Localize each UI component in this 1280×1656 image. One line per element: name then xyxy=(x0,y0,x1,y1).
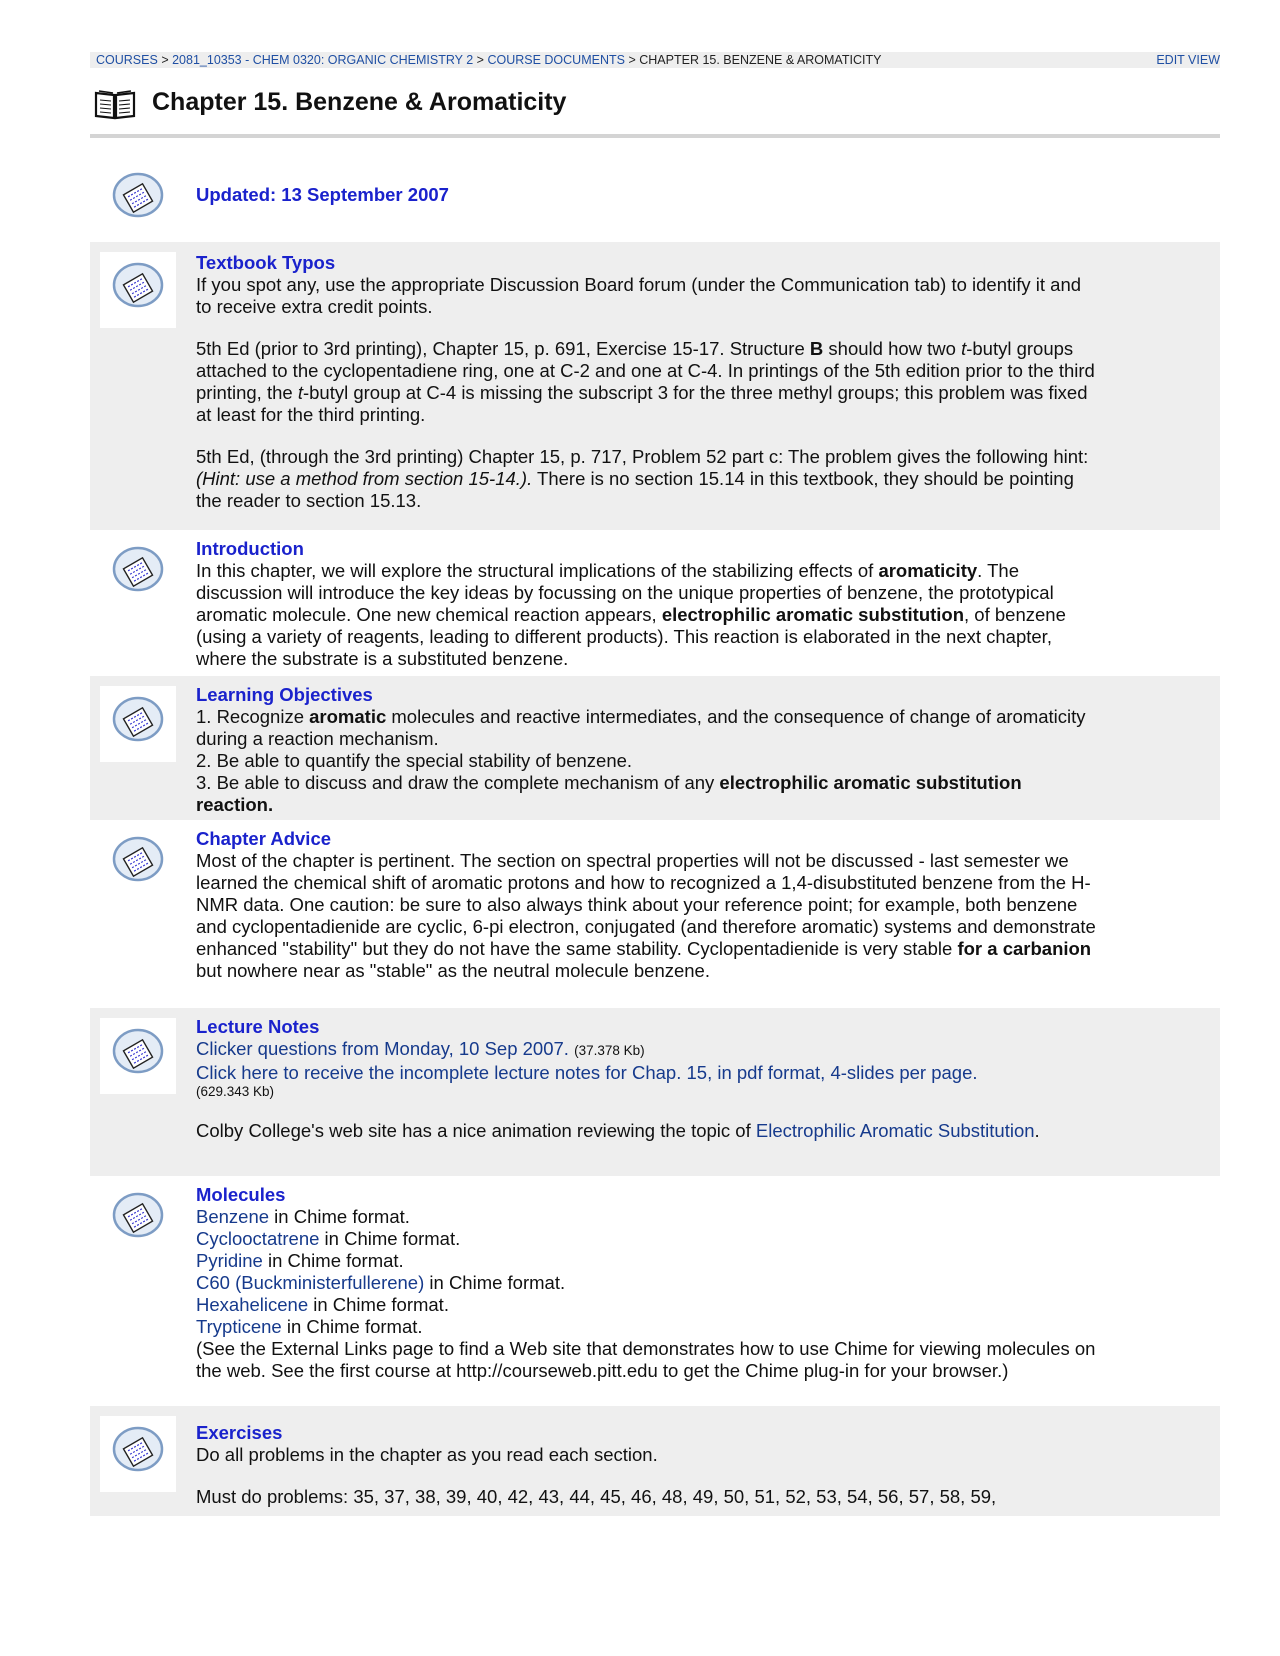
molecule-link-cyclooctatrene[interactable]: Cyclooctatrene xyxy=(196,1228,320,1249)
clicker-questions-link[interactable]: Clicker questions from Monday, 10 Sep 2007. xyxy=(196,1038,569,1059)
section-heading-textbook-typos: Textbook Typos xyxy=(196,252,336,273)
item-content xyxy=(196,1016,1096,1142)
molecule-row: Pyridine in Chime format. xyxy=(196,1250,404,1271)
item-molecules xyxy=(90,1176,1220,1406)
section-heading-exercises: Exercises xyxy=(196,1422,283,1443)
breadcrumb xyxy=(96,52,881,68)
item-chapter-advice xyxy=(90,820,1220,1008)
file-size: (37.378 Kb) xyxy=(574,1043,645,1058)
item-content xyxy=(196,1422,1096,1508)
objective-item: 3. Be able to discuss and draw the complete mechanism of any electrophilic aromatic substitution reaction. xyxy=(196,772,1022,815)
molecule-link-pyridine[interactable]: Pyridine xyxy=(196,1250,263,1271)
intro-paragraph: In this chapter, we will explore the structural implications of the stabilizing effects of aromaticity. The discussion will introduce the key ideas by focussing on the unique properties of benzene, the prototypical aromatic molecule. One new chemical reaction appears, electrophilic aromatic substitution, of benzene (using a variety of reagents, leading to different products). This reaction is elaborated in the next chapter, where the substrate is a substituted benzene. xyxy=(196,560,1066,669)
exercises-paragraph: Must do problems: 35, 37, 38, 39, 40, 42, 43, 44, 45, 46, 48, 49, 50, 51, 52, 53, 54, 56, 57, 58, 59, xyxy=(196,1486,997,1507)
typos-paragraph: 5th Ed, (through the 3rd printing) Chapter 15, p. 717, Problem 52 part c: The problem gives the following hint: (Hint: use a method from section 15-14.). There is no section 15.14 in this textbook, they should be pointing the reader to section 15.13. xyxy=(196,446,1089,511)
item-updated xyxy=(90,160,1220,242)
molecule-row: Hexahelicene in Chime format. xyxy=(196,1294,449,1315)
breadcrumb-separator: > xyxy=(628,53,636,67)
item-icon-box xyxy=(100,162,176,238)
breadcrumb-course[interactable]: 2081_10353 - CHEM 0320: ORGANIC CHEMISTRY 2 xyxy=(172,53,474,67)
item-content xyxy=(196,184,1096,206)
molecule-link-hexahelicene[interactable]: Hexahelicene xyxy=(196,1294,309,1315)
section-heading-molecules: Molecules xyxy=(196,1184,286,1205)
item-introduction xyxy=(90,530,1220,676)
item-icon-box xyxy=(100,536,176,612)
advice-paragraph: Most of the chapter is pertinent. The section on spectral properties will not be discussed - last semester we learned the chemical shift of aromatic protons and how to recognized a 1,4-disubstituted benzene from the H-NMR data. One caution: be sure to also always think about your reference point; for example, both benzene and cyclopentadienide are cyclic, 6-pi electron, conjugated (and therefore aromatic) systems and demonstrate enhanced "stability" but they do not have the same stability. Cyclopentadienide is very stable for a carbanion but nowhere near as "stable" as the neutral molecule benzene. xyxy=(196,850,1096,981)
exercises-paragraph: Do all problems in the chapter as you read each section. xyxy=(196,1444,658,1465)
item-exercises xyxy=(90,1406,1220,1516)
objective-item: 1. Recognize aromatic molecules and reactive intermediates, and the consequence of change of aromaticity during a reaction mechanism. xyxy=(196,706,1086,749)
item-lecture-notes xyxy=(90,1008,1220,1176)
page-header xyxy=(90,82,1220,138)
item-textbook-typos xyxy=(90,242,1220,530)
electrophilic-aromatic-substitution-link[interactable]: Electrophilic Aromatic Substitution xyxy=(755,1120,1035,1141)
molecule-row: Trypticene in Chime format. xyxy=(196,1316,423,1337)
item-icon-box xyxy=(100,1018,176,1094)
molecule-row: C60 (Buckministerfullerene) in Chime format. xyxy=(196,1272,566,1293)
molecule-link-trypticene[interactable]: Trypticene xyxy=(196,1316,282,1337)
document-icon xyxy=(110,1188,166,1244)
breadcrumb-separator: > xyxy=(161,53,169,67)
lecture-notes-pdf-link[interactable]: Click here to receive the incomplete lecture notes for Chap. 15, in pdf format, 4-slides per page. xyxy=(196,1062,978,1083)
document-icon xyxy=(110,258,166,314)
breadcrumb-bar xyxy=(90,52,1220,68)
item-icon-box xyxy=(100,826,176,902)
breadcrumb-course-documents[interactable]: COURSE DOCUMENTS xyxy=(487,53,625,67)
item-icon-box xyxy=(100,686,176,762)
document-icon xyxy=(110,1422,166,1478)
item-icon-box xyxy=(100,1182,176,1258)
book-icon xyxy=(94,88,136,120)
section-heading-introduction: Introduction xyxy=(196,538,304,559)
document-icon xyxy=(110,168,166,224)
item-content xyxy=(196,1184,1096,1382)
section-heading-lecture-notes: Lecture Notes xyxy=(196,1016,320,1037)
section-heading-learning-objectives: Learning Objectives xyxy=(196,684,373,705)
item-learning-objectives xyxy=(90,676,1220,820)
colby-paragraph: Colby College's web site has a nice animation reviewing the topic of Electrophilic Aromatic Substitution. xyxy=(196,1120,1040,1141)
document-icon xyxy=(110,542,166,598)
item-content xyxy=(196,684,1096,816)
document-icon xyxy=(110,832,166,888)
lecture-notes-row xyxy=(196,1062,1096,1084)
updated-date: Updated: 13 September 2007 xyxy=(196,184,449,205)
molecule-link-c60[interactable]: C60 (Buckministerfullerene) xyxy=(196,1272,425,1293)
molecule-row: Cyclooctatrene in Chime format. xyxy=(196,1228,461,1249)
breadcrumb-current: CHAPTER 15. BENZENE & AROMATICITY xyxy=(639,53,882,67)
item-icon-box xyxy=(100,1416,176,1492)
breadcrumb-separator: > xyxy=(476,53,484,67)
breadcrumb-courses[interactable]: COURSES xyxy=(96,53,158,67)
item-content xyxy=(196,538,1096,670)
section-heading-chapter-advice: Chapter Advice xyxy=(196,828,332,849)
chime-note: (See the External Links page to find a Web site that demonstrates how to use Chime for viewing molecules on the web. See the first course at http://courseweb.pitt.edu to get the Chime plug-in for your browser.) xyxy=(196,1338,1096,1381)
molecule-row: Benzene in Chime format. xyxy=(196,1206,410,1227)
document-icon xyxy=(110,692,166,748)
item-content xyxy=(196,252,1096,512)
document-icon xyxy=(110,1024,166,1080)
typos-paragraph: If you spot any, use the appropriate Discussion Board forum (under the Communication tab) to identify it and to receive extra credit points. xyxy=(196,274,1082,317)
file-size: (629.343 Kb) xyxy=(196,1084,275,1099)
edit-view-link[interactable]: EDIT VIEW xyxy=(1156,53,1220,67)
molecule-link-benzene[interactable]: Benzene xyxy=(196,1206,270,1227)
item-icon-box xyxy=(100,252,176,328)
objective-item: 2. Be able to quantify the special stability of benzene. xyxy=(196,750,633,771)
typos-paragraph: 5th Ed (prior to 3rd printing), Chapter 15, p. 691, Exercise 15-17. Structure B should how two t-butyl groups attached to the cyclopentadiene ring, one at C-2 and one at C-4. In printings of the 5th edition prior to the third printing, the t-butyl group at C-4 is missing the subscript 3 for the three methyl groups; this problem was fixed at least for the third printing. xyxy=(196,338,1095,425)
page-title: Chapter 15. Benzene & Aromaticity xyxy=(152,88,567,116)
item-content xyxy=(196,828,1096,982)
clicker-questions-row xyxy=(196,1038,1096,1062)
